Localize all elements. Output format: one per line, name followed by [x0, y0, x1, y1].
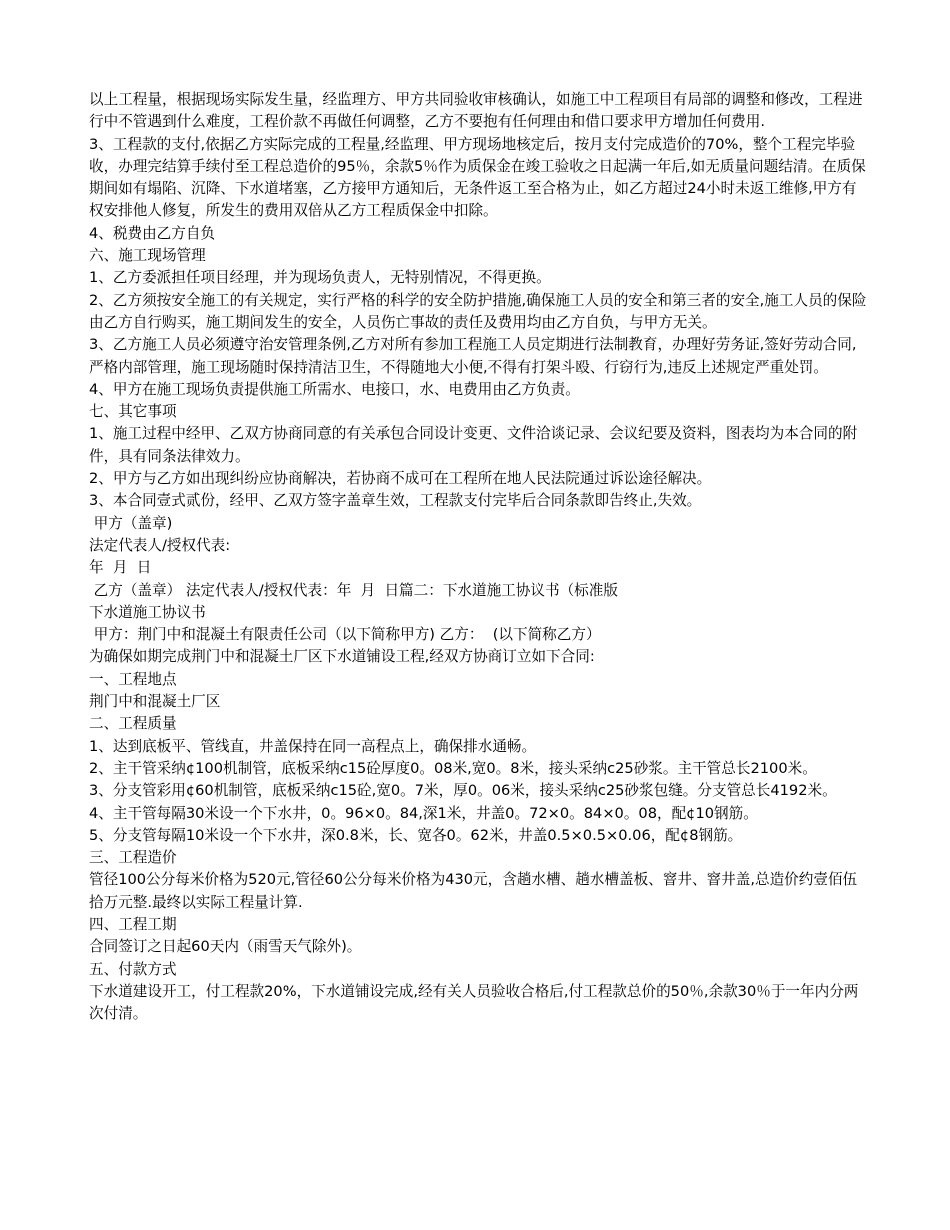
section-heading-payment: 五、付款方式 — [89, 960, 177, 978]
paragraph-disputes: 2、甲方与乙方如出现纠纷应协商解决，若协商不成可在工程所在地人民法院通过诉讼途径解决。 — [89, 470, 712, 488]
paragraph-quality-1: 1、达到底板平、管线直，井盖保持在同一高程点上，确保排水通畅。 — [89, 737, 537, 755]
paragraph-quantity-confirmation: 以上工程量，根据现场实际发生量，经监理方、甲方共同验收审核确认，如施工中工程项目有局部的调整和修改，工程进行中不管遇到什么难度，工程价款不再做任何调整，乙方不要抱有任何理由和借口要求甲方增加任何费用. — [89, 91, 863, 131]
signature-legal-rep: 法定代表人/授权代表: — [89, 536, 231, 554]
section-heading-schedule: 四、工程工期 — [89, 915, 177, 933]
paragraph-quality-4: 4、主干管每隔30米设一个下水井，0。96×0。84,深1米，井盖0。72×0。84×0。08，配¢10钢筋。 — [89, 804, 758, 822]
paragraph-tax: 4、税费由乙方自负 — [89, 224, 216, 242]
paragraph-payment: 下水道建设开工，付工程款20%，下水道铺设完成,经有关人员验收合格后,付工程款总价的50％,余款30％于一年内分两次付清。 — [89, 982, 859, 1023]
signature-party-a: 甲方（盖章) — [89, 514, 173, 532]
paragraph-project-manager: 1、乙方委派担任项目经理，并为现场负责人，无特别情况，不得更换。 — [89, 269, 551, 287]
paragraph-schedule: 合同签订之日起60天内（雨雪天气除外)。 — [89, 938, 362, 956]
paragraph-payment-terms: 3、工程款的支付,依据乙方实际完成的工程量,经监理、甲方现场地核定后，按月支付完成造价的70%，整个工程完毕验收，办理完结算手续付至工程总造价的95％，余款5％作为质保金在竣工验收之日起满一年后,如无质量问题结清。在质保期间如有塌陷、沉降、下水道堵塞，乙方接甲方通知后，无条件返工至合格为止，如乙方超过24小时未返工维修,甲方有权安排他人修复，所发生的费用双倍从乙方工程质保金中扣除。 — [89, 135, 866, 220]
paragraph-quality-2: 2、主干管采纳¢100机制管，底板采纳c15砼厚度0。08米,宽0。8米，接头采纳c25砂浆。主干管总长2100米。 — [89, 759, 817, 777]
paragraph-safety: 2、乙方须按安全施工的有关规定，实行严格的科学的安全防护措施,确保施工人员的安全和第三者的安全,施工人员的保险由乙方自行购买，施工期间发生的安全，人员伤亡事故的责任及费用均由乙方自负，与甲方无关。 — [89, 291, 867, 331]
document-title: 下水道施工协议书 — [89, 603, 206, 621]
paragraph-copies: 3、本合同壹式贰份，经甲、乙双方签字盖章生效，工程款支付完毕后合同条款即告终止,失效。 — [89, 492, 702, 510]
section-heading-site-management: 六、施工现场管理 — [89, 247, 206, 265]
parties-line: 甲方：荆门中和混凝土有限责任公司（以下简称甲方) 乙方： (以下简称乙方） — [89, 626, 601, 644]
section-heading-quality: 二、工程质量 — [89, 715, 177, 733]
section-heading-cost: 三、工程造价 — [89, 849, 177, 867]
paragraph-quality-5: 5、分支管每隔10米设一个下水井，深0.8米，长、宽各0。62米，井盖0.5×0.5×0.06，配¢8钢筋。 — [89, 826, 743, 844]
section-heading-other-matters: 七、其它事项 — [89, 403, 177, 421]
paragraph-cost: 管径100公分每米价格为520元,管径60公分每米价格为430元，含趟水槽、趟水槽盖板、窨井、窨井盖,总造价约壹佰伍拾万元整.最终以实际工程量计算. — [89, 871, 858, 911]
paragraph-quality-3: 3、分支管彩用¢60机制管，底板采纳c15砼,宽0。7米，厚0。06米，接头采纳c25砂浆包缝。分支管总长4192米。 — [89, 782, 837, 800]
document-body — [89, 89, 869, 1025]
paragraph-attachments: 1、施工过程中经甲、乙双方协商同意的有关承包合同设计变更、文件洽谈记录、会议纪要及资料，图表均为本合同的附件，具有同条法律效力。 — [89, 425, 858, 465]
paragraph-utilities: 4、甲方在施工现场负责提供施工所需水、电接口，水、电费用由乙方负责。 — [89, 380, 580, 398]
signature-date: 年 月 日 — [89, 559, 152, 577]
paragraph-location: 荆门中和混凝土厂区 — [89, 693, 221, 711]
signature-party-b: 乙方（盖章） 法定代表人/授权代表：年 月 日篇二：下水道施工协议书（标准版 — [89, 581, 618, 599]
paragraph-purpose: 为确保如期完成荆门中和混凝土厂区下水道铺设工程,经双方协商订立如下合同: — [89, 648, 595, 666]
paragraph-worker-conduct: 3、乙方施工人员必须遵守治安管理条例,乙方对所有参加工程施工人员定期进行法制教育，办理好劳务证,签好劳动合同,严格内部管理，施工现场随时保持清洁卫生，不得随地大小便,不得有打架斗殴、行窃行为,违反上述规定严重处罚。 — [89, 336, 857, 376]
section-heading-location: 一、工程地点 — [89, 670, 177, 688]
